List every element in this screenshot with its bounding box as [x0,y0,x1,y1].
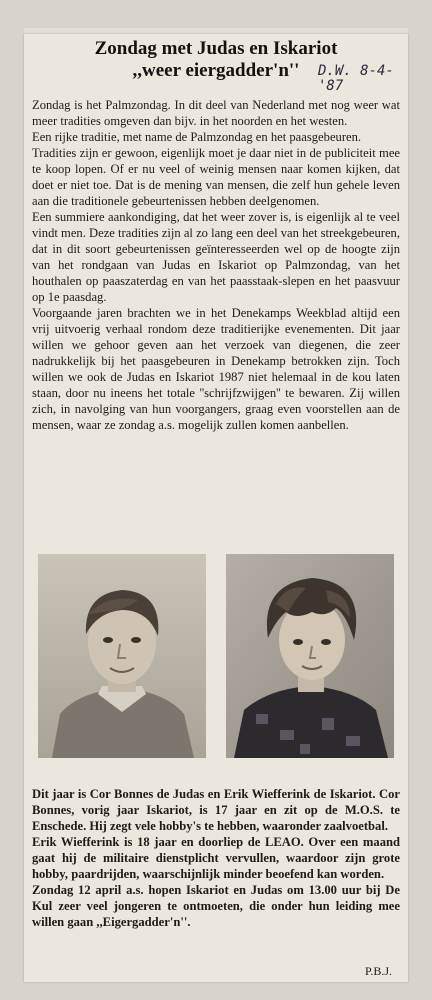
photo-caption [32,786,400,930]
author-signature: P.B.J. [364,964,392,978]
article-body [32,97,400,433]
paragraph: Zondag is het Palmzondag. In dit deel van Nederland met nog weer wat meer tradities omgeven dan bijv. in het noorden en het westen. [32,98,400,128]
paragraph: Voorgaande jaren brachten we in het Denekamps Weekblad altijd een vrij uitvoerig verhaal rondom deze traditierijke evenementen. Dit jaar willen we gehoor geven aan het verzoek van diegenen, die zeer nadrukkelijk bij het paasgebeuren in Denekamp betrokken zijn. Toch willen we ook de Judas en Iskariot 1987 niet helemaal in de kou laten staan, door nu ineens het totale ''schrijfzwijgen'' te bewaren. Zij willen zich, in navolging van hun voorgangers, graag even voorstellen aan de mensen, waar ze zondag a.s. mogelijk zullen komen aanbellen. [32,306,400,432]
paragraph: Een rijke traditie, met name de Palmzondag en het paasgebeuren. [32,130,362,144]
headline-line-2: ,,weer eiergadder'n'' [132,60,300,81]
photo-cor-bonnes [38,554,206,758]
paragraph: Tradities zijn er gewoon, eigenlijk moet je daar niet in de publiciteit mee te koop lopen. Of er nu veel of weinig mensen naar komen kijken, dat doet er niet toe. Dat is de mening van mensen, die zelf hun gehele leven aan die traditionele gebeurtenissen hebben deelgenomen. [32,146,400,208]
caption-paragraph: Zondag 12 april a.s. hopen Iskariot en Judas om 13.00 uur bij De Kul zeer veel jongeren te ontmoeten, die onder hun leiding mee willen gaan ,,Eigergadder'n''. [32,883,400,929]
portrait-image [226,554,394,758]
portrait-image [38,554,206,758]
headline-line-1: Zondag met Judas en Iskariot [94,38,338,59]
handwritten-date-note: D.W. 8-4-'87 [318,63,394,94]
caption-paragraph: Erik Wiefferink is 18 jaar en doorliep de LEAO. Over een maand gaat hij de militaire dienstplicht vervullen, waardoor zijn grote hobby, paardrijden, waarschijnlijk minder beoefend kan worden. [32,835,400,881]
paragraph: Een summiere aankondiging, dat het weer zover is, is eigenlijk al te veel vindt men. Deze tradities zijn al zo lang een deel van het streekgebeuren, dat in dit soort gebeurtenissen geïnteresseerden wel op de hoogte zijn van het rondgaan van Judas en Iskariot op Palmzondag, van het houthalen op paaszaterdag en van het paasstaak-slepen en het paasvuur op 1e paasdag. [32,210,400,304]
photo-erik-wiefferink [226,554,394,758]
caption-paragraph: Dit jaar is Cor Bonnes de Judas en Erik Wiefferink de Iskariot. Cor Bonnes, vorig jaar Iskariot, is 17 jaar en zit op de M.O.S. te Enschede. Hij zegt vele hobby's te hebben, waaronder zaalvoetbal. [32,787,400,833]
